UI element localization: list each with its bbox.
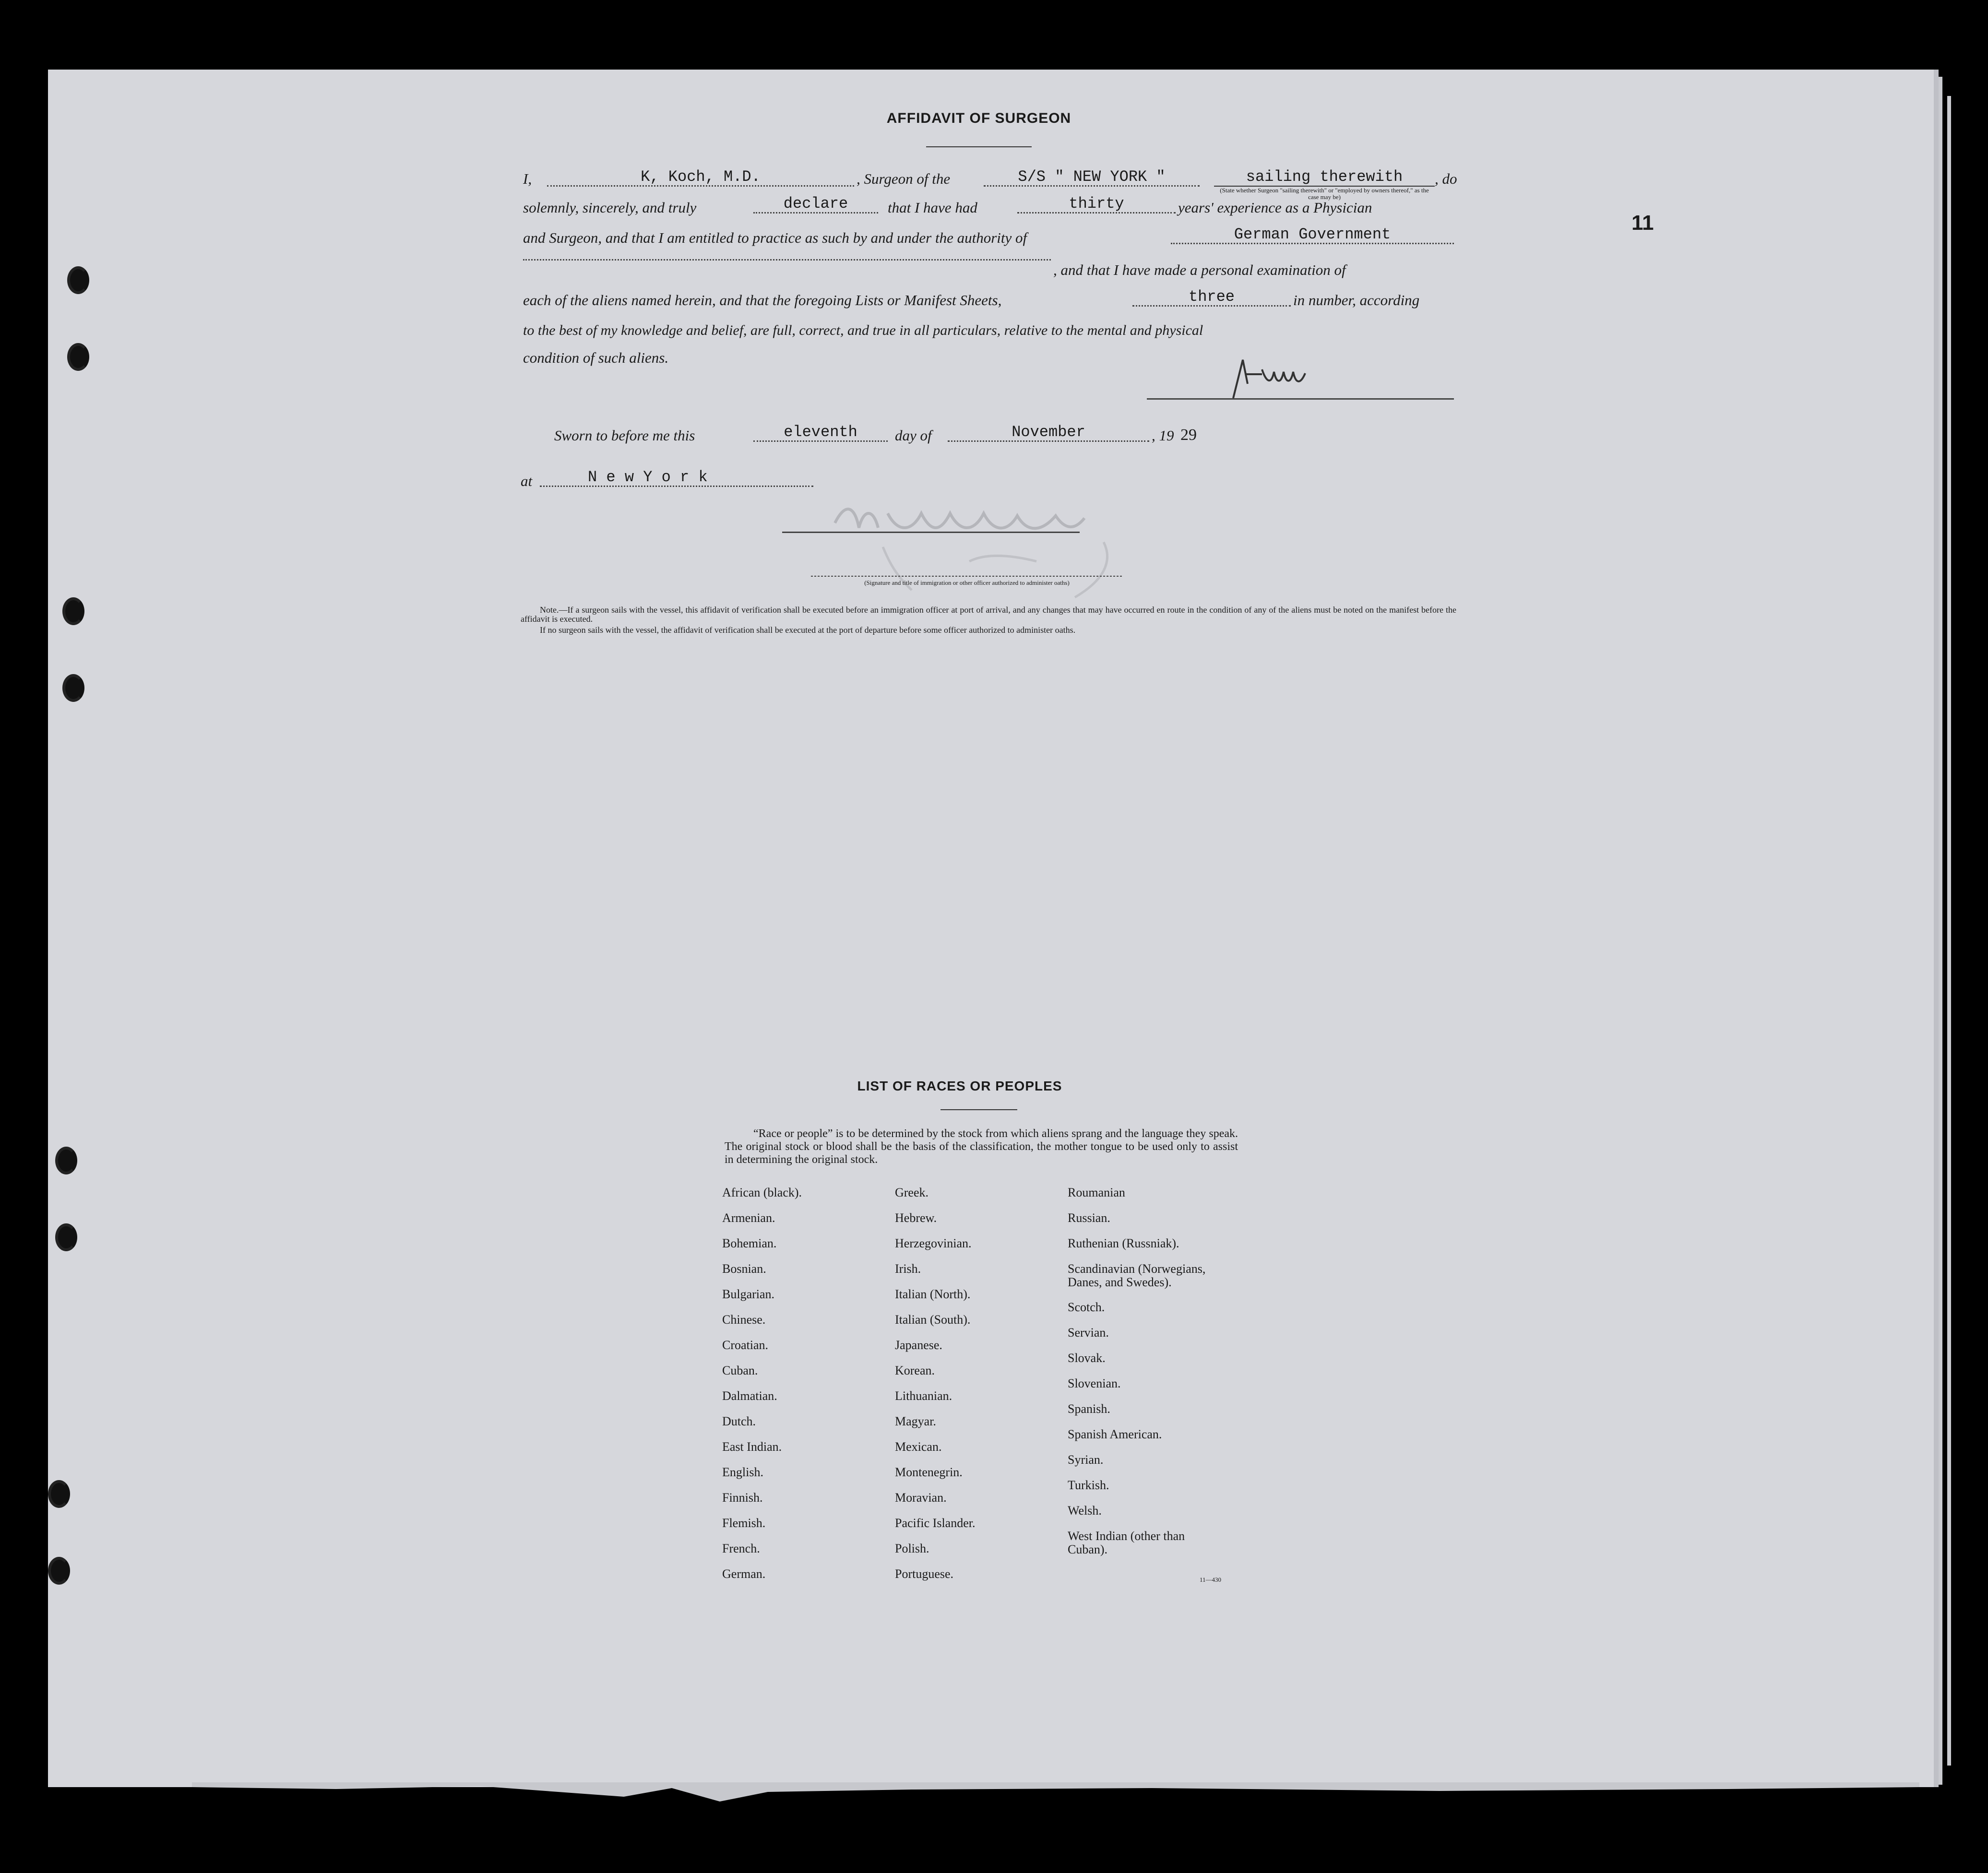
race-item: Spanish. — [1068, 1402, 1110, 1416]
solemnly-label: solemnly, sincerely, and truly — [523, 199, 697, 216]
race-item: Spanish American. — [1068, 1427, 1162, 1441]
race-item: Hebrew. — [895, 1211, 937, 1225]
race-item: Montenegrin. — [895, 1465, 963, 1479]
surgeon-signature-line — [1147, 398, 1454, 400]
race-item: Scotch. — [1068, 1300, 1105, 1314]
race-item: Bohemian. — [722, 1236, 777, 1250]
race-item: German. — [722, 1567, 766, 1581]
note-paragraph-1: Note.—If a surgeon sails with the vessel, this affidavit of verification shall be executed before an immigration officer at port of arrival, and any changes that may have occurred en route in the condition of any of the aliens must be noted on the manifest before the affidavit is executed. — [521, 605, 1456, 624]
race-item: English. — [722, 1465, 763, 1479]
binder-hole — [62, 674, 84, 702]
condition-label: condition of such aliens. — [523, 349, 669, 366]
officer-signature-line — [782, 532, 1080, 533]
race-item: Bosnian. — [722, 1262, 766, 1276]
and-that-label: , and that I have made a personal examination of — [1053, 261, 1346, 278]
best-of-label: to the best of my knowledge and belief, are full, correct, and true in all particulars, relative to the mental and physical — [523, 322, 1203, 338]
affidavit-title: AFFIDAVIT OF SURGEON — [886, 110, 1071, 126]
races-intro: “Race or people” is to be determined by the stock from which aliens sprang and the language they speak. The original stock or blood shall be the basis of the classification, the mother tongue to be used only to assist in determining the original stock. — [725, 1127, 1238, 1166]
that-i-have-had-label: that I have had — [888, 199, 977, 216]
races-title: LIST OF RACES OR PEOPLES — [857, 1079, 1062, 1093]
surgeon-name-field: K, Koch, M.D. — [547, 169, 854, 187]
race-item: Slovak. — [1068, 1351, 1106, 1365]
race-item: Moravian. — [895, 1491, 947, 1505]
binder-hole — [62, 597, 84, 625]
race-item: Magyar. — [895, 1414, 936, 1428]
race-item: Armenian. — [722, 1211, 775, 1225]
officer-title-line — [811, 576, 1123, 577]
ship-field: S/S " NEW YORK " — [984, 169, 1200, 187]
surgeon-of-label: , Surgeon of the — [857, 170, 951, 187]
race-item: Polish. — [895, 1541, 929, 1555]
races-title-rule — [940, 1109, 1017, 1110]
race-item: Pacific Islander. — [895, 1516, 976, 1530]
note-paragraph-2: If no surgeon sails with the vessel, the affidavit of verification shall be executed at the port of departure before some officer authorized to administer oaths. — [540, 625, 1076, 635]
race-item: Finnish. — [722, 1491, 763, 1505]
race-item: Japanese. — [895, 1338, 942, 1352]
race-item: Dutch. — [722, 1414, 756, 1428]
race-item: French. — [722, 1541, 760, 1555]
race-item: Italian (North). — [895, 1287, 971, 1301]
race-item: Russian. — [1068, 1211, 1110, 1225]
race-item: Greek. — [895, 1185, 929, 1199]
race-item: Syrian. — [1068, 1453, 1104, 1467]
at-label: at — [521, 473, 533, 489]
race-item: Turkish. — [1068, 1478, 1109, 1492]
race-item: Herzegovinian. — [895, 1236, 972, 1250]
in-number-label: in number, according — [1293, 292, 1420, 308]
race-item: Servian. — [1068, 1326, 1109, 1340]
race-item: Welsh. — [1068, 1504, 1102, 1517]
sworn-to-label: Sworn to before me this — [554, 427, 695, 444]
binder-hole — [48, 1557, 70, 1585]
binder-hole — [48, 1480, 70, 1508]
race-item: Slovenian. — [1068, 1376, 1121, 1390]
race-item: Portuguese. — [895, 1567, 954, 1581]
torn-edge — [192, 1782, 1919, 1811]
month-field: November — [948, 424, 1149, 442]
race-item: Korean. — [895, 1363, 935, 1377]
race-item: Ruthenian (Russniak). — [1068, 1236, 1179, 1250]
do-label: , do — [1435, 170, 1457, 187]
page-number: 11 — [1631, 211, 1654, 235]
race-item: Croatian. — [722, 1338, 769, 1352]
race-item: Irish. — [895, 1262, 921, 1276]
declare-field: declare — [753, 196, 878, 213]
page-edge — [1947, 96, 1951, 1766]
place-field: N e w Y o r k — [540, 469, 813, 487]
race-item: Flemish. — [722, 1516, 766, 1530]
year-suffix: 29 — [1180, 426, 1197, 444]
race-item: Chinese. — [722, 1313, 766, 1327]
race-item: Dalmatian. — [722, 1389, 777, 1403]
status-field: sailing therewith — [1246, 168, 1403, 186]
title-rule — [926, 146, 1032, 147]
each-of-label: each of the aliens named herein, and that the foregoing Lists or Manifest Sheets, — [523, 292, 1002, 308]
race-item: Scandinavian (Norwegians, Danes, and Swedes). — [1068, 1262, 1206, 1289]
form-number: 11—430 — [1200, 1576, 1222, 1583]
status-hint: (State whether Surgeon "sailing therewith" or "employed by owners thereof," as the case may be) — [1220, 187, 1429, 201]
day-of-label: day of — [895, 427, 932, 444]
race-item: Mexican. — [895, 1440, 942, 1454]
race-item: Bulgarian. — [722, 1287, 775, 1301]
years-field: thirty — [1017, 196, 1176, 213]
authority-field: German Government — [1171, 226, 1454, 244]
i-label: I, — [523, 170, 532, 187]
sheets-field: three — [1132, 289, 1291, 307]
race-item: Cuban. — [722, 1363, 758, 1377]
race-item: Roumanian — [1068, 1185, 1125, 1199]
and-surgeon-label: and Surgeon, and that I am entitled to practice as such by and under the authority of — [523, 229, 1027, 246]
race-item: Lithuanian. — [895, 1389, 952, 1403]
officer-signature — [816, 494, 1200, 605]
race-item: African (black). — [722, 1185, 802, 1199]
binder-hole — [67, 266, 89, 294]
race-item: West Indian (other than Cuban). — [1068, 1529, 1185, 1556]
day-field: eleventh — [753, 424, 888, 442]
page-edge — [1939, 77, 1942, 1785]
race-item: Italian (South). — [895, 1313, 971, 1327]
surgeon-signature — [1228, 350, 1324, 403]
race-item: East Indian. — [722, 1440, 782, 1454]
binder-hole — [55, 1223, 77, 1251]
authority-continued-field — [523, 259, 1051, 261]
year-prefix: , 19 — [1152, 427, 1174, 444]
years-experience-label: years' experience as a Physician — [1178, 199, 1372, 216]
binder-hole — [67, 343, 89, 371]
officer-caption: (Signature and title of immigration or other officer authorized to administer oaths) — [864, 579, 1070, 586]
binder-hole — [55, 1147, 77, 1174]
